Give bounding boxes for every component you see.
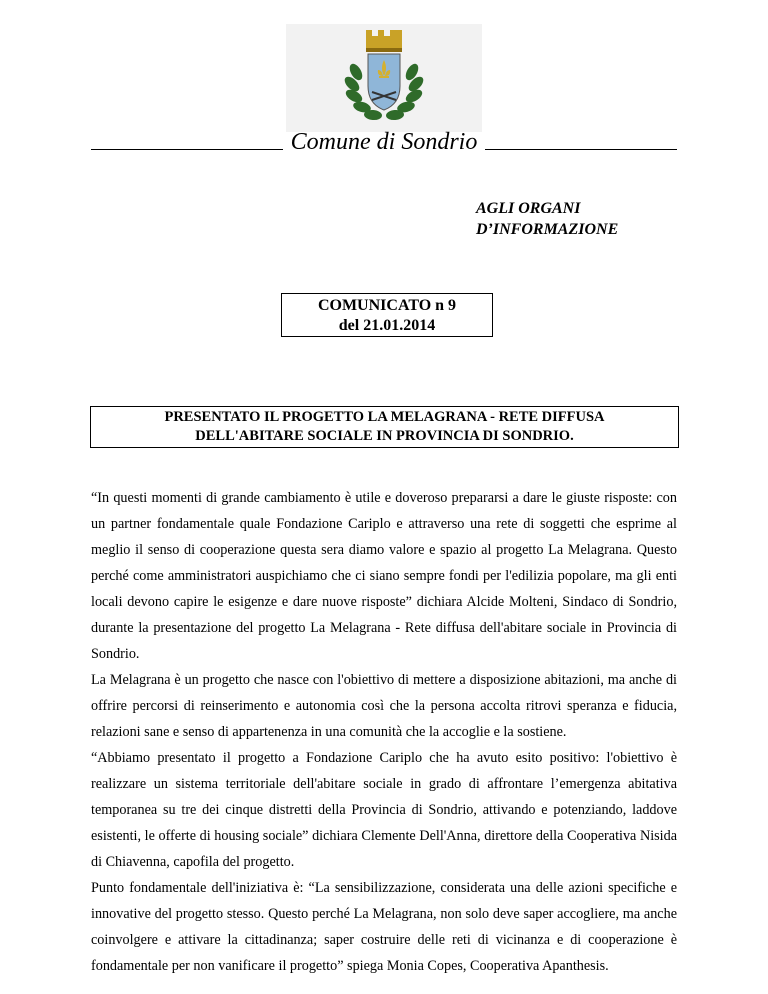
communique-number: COMUNICATO n 9 bbox=[317, 297, 457, 314]
recipient-block bbox=[476, 198, 618, 240]
coat-of-arms-logo bbox=[286, 24, 482, 132]
paragraph-1: “In questi momenti di grande cambiamento è utile e doveroso prepararsi a dare le giuste risposte: con un partner fondamentale quale Fondazione Cariplo e attraverso una rete di soggetti che esprime al meglio il senso di cooperazione questa sera diamo valore e spazio al progetto La Melagrana. Questo perché come amministratori auspichiamo che ci siano sempre fondi per l'edilizia popolare, ma gli enti locali devono capire le esigenze e dare nuove risposte” dichiara Alcide Molteni, Sindaco di Sondrio, durante la presentazione del progetto La Melagrana - Rete diffusa dell'abitare sociale in Provincia di Sondrio. bbox=[91, 490, 677, 662]
title-line-1: PRESENTATO IL PROGETTO LA MELAGRANA - RETE DIFFUSA bbox=[164, 409, 605, 425]
paragraph-2: La Melagrana è un progetto che nasce con l'obiettivo di mettere a disposizione abitazioni, ma anche di offrire percorsi di reinserimento e autonomia così che la persona accolta ritrovi speranza e fiducia, relazioni sane e senso di appartenenza in una comunità che la accoglie e la sostiene. bbox=[91, 672, 677, 740]
communique-date: del 21.01.2014 bbox=[338, 317, 436, 334]
town-name: Comune di Sondrio bbox=[290, 129, 478, 155]
paragraph-3: “Abbiamo presentato il progetto a Fondazione Cariplo che ha avuto esito positivo: l'obiettivo è realizzare un sistema territoriale dell'abitare sociale in grado di affrontare l’emergenza abitativa temporanea su tre dei cinque distretti della Provincia di Sondrio, attivando e potenziando, laddove esistenti, le offerte di housing sociale” dichiara Clemente Dell'Anna, direttore della Cooperativa Nisida di Chiavenna, capofila del progetto. bbox=[91, 750, 677, 870]
press-release-title bbox=[90, 406, 679, 448]
communique-box bbox=[281, 293, 493, 337]
recipient-line-1: AGLI ORGANI bbox=[476, 200, 581, 217]
letterhead bbox=[91, 126, 677, 156]
paragraph-4: Punto fondamentale dell'iniziativa è: “La sensibilizzazione, considerata una delle azioni specifiche e innovative del progetto stesso. Questo perché La Melagrana, non solo deve saper accogliere, ma anche coinvolgere e attivare la cittadinanza; saper costruire delle reti di vicinanza e di cooperazione è fondamentale per non vanificare il progetto” spiega Monia Copes, Cooperativa Apanthesis. bbox=[91, 880, 677, 974]
header-rule-left bbox=[91, 149, 283, 150]
title-line-2: DELL'ABITARE SOCIALE IN PROVINCIA DI SONDRIO. bbox=[195, 428, 574, 444]
header-rule-right bbox=[485, 149, 677, 150]
recipient-line-2: D’INFORMAZIONE bbox=[476, 221, 619, 238]
body-text bbox=[91, 485, 677, 979]
